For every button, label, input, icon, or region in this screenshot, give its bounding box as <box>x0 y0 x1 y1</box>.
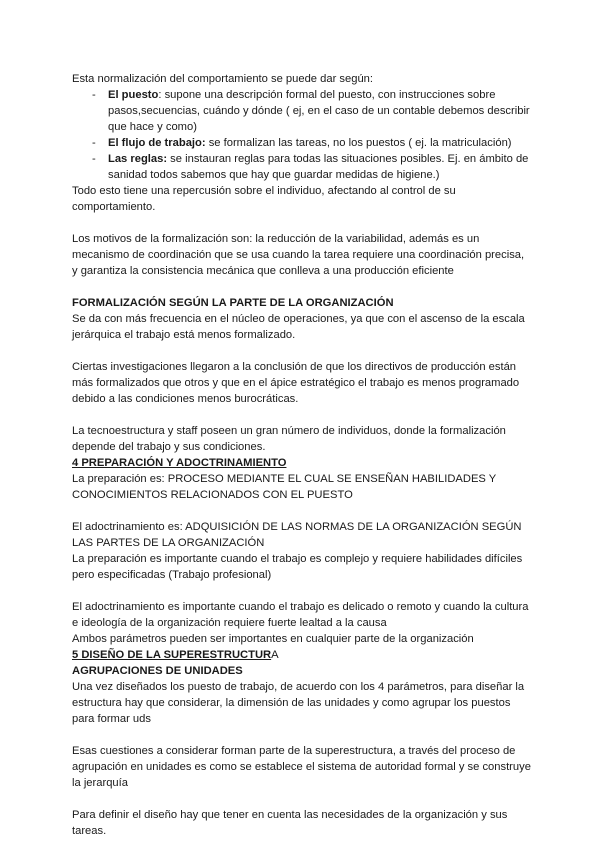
diseno-heading-tail: A <box>271 649 279 661</box>
term-reglas: Las reglas: <box>108 153 168 165</box>
desc-reglas: se instauran reglas para todas las situaciones posibles. Ej. en ámbito de sanidad todos sabemos que hay que guardar medidas de higiene.) <box>108 153 529 181</box>
adoctrinamiento-definition: El adoctrinamiento es: ADQUISICIÓN DE LAS NORMAS DE LA ORGANIZACIÓN SEGÚN LAS PARTES DE LA ORGANIZACIÓN <box>72 521 522 549</box>
section-heading-agrupaciones: AGRUPACIONES DE UNIDADES <box>72 665 243 677</box>
desc-flujo: se formalizan las tareas, no los puestos ( ej. la matriculación) <box>205 137 512 149</box>
diseno-heading-underlined: 5 DISEÑO DE LA SUPERESTRUCTUR <box>72 649 272 661</box>
normalization-list <box>72 87 532 183</box>
term-flujo: El flujo de trabajo: <box>108 137 206 149</box>
ambos-paragraph: Ambos parámetros pueden ser importantes en cualquier parte de la organización <box>72 633 474 645</box>
repercusion-paragraph: Todo esto tiene una repercusión sobre el individuo, afectando al control de su comportamiento. <box>72 185 456 213</box>
term-puesto: El puesto <box>108 89 159 101</box>
document-body <box>72 71 532 839</box>
desc-puesto: : supone una descripción formal del puesto, con instrucciones sobre pasos,secuencias, cuándo y dónde ( ej, en el caso de un contable debemos describir que hace y como) <box>108 89 530 133</box>
tecnoestructura-paragraph: La tecnoestructura y staff poseen un gran número de individuos, donde la formalización depende del trabajo y sus condiciones. <box>72 425 506 453</box>
una-vez-paragraph: Una vez diseñados los puesto de trabajo, de acuerdo con los 4 parámetros, para diseñar la estructura hay que considerar, la dimensión de las unidades y como agrupar los puestos para formar uds <box>72 681 525 725</box>
cuestiones-paragraph: Esas cuestiones a considerar forman parte de la superestructura, a través del proceso de agrupación en unidades es como se establece el sistema de autoridad formal y se construye la jerarquía <box>72 745 531 789</box>
dash-bullet: - <box>92 137 96 149</box>
motivos-paragraph: Los motivos de la formalización son: la reducción de la variabilidad, además es un mecanismo de coordinación que se usa cuando la tarea requiere una coordinación precisa, y garantiza la consistencia mecánica que conlleva a una producción eficiente <box>72 233 525 277</box>
adoctrinamiento-importance: El adoctrinamiento es importante cuando el trabajo es delicado o remoto y cuando la cultura e ideología de la organización requiere fuerte lealtad a la causa <box>72 601 529 629</box>
preparacion-importance: La preparación es importante cuando el trabajo es complejo y requiere habilidades difíciles pero especificadas (Trabajo profesional) <box>72 553 523 581</box>
list-item-puesto <box>72 87 532 135</box>
section-heading-formalizacion: FORMALIZACIÓN SEGÚN LA PARTE DE LA ORGANIZACIÓN <box>72 297 394 309</box>
list-item-flujo <box>72 135 532 151</box>
intro-paragraph: Esta normalización del comportamiento se puede dar según: <box>72 73 373 85</box>
preparacion-definition: La preparación es: PROCESO MEDIANTE EL CUAL SE ENSEÑAN HABILIDADES Y CONOCIMIENTOS RELACIONADOS CON EL PUESTO <box>72 473 497 501</box>
frecuencia-paragraph: Se da con más frecuencia en el núcleo de operaciones, ya que con el ascenso de la escala jerárquica el trabajo está menos formalizado. <box>72 313 525 341</box>
dash-bullet: - <box>92 153 96 165</box>
dash-bullet: - <box>92 89 96 101</box>
list-item-reglas <box>72 151 532 183</box>
investigaciones-paragraph: Ciertas investigaciones llegaron a la conclusión de que los directivos de producción están más formalizados que otros y que en el ápice estratégico el trabajo es menos programado debido a las condiciones menos burocráticas. <box>72 361 520 405</box>
section-heading-diseno <box>72 647 532 663</box>
section-heading-preparacion: 4 PREPARACIÓN Y ADOCTRINAMIENTO <box>72 457 287 469</box>
definir-paragraph: Para definir el diseño hay que tener en cuenta las necesidades de la organización y sus tareas. <box>72 809 508 837</box>
